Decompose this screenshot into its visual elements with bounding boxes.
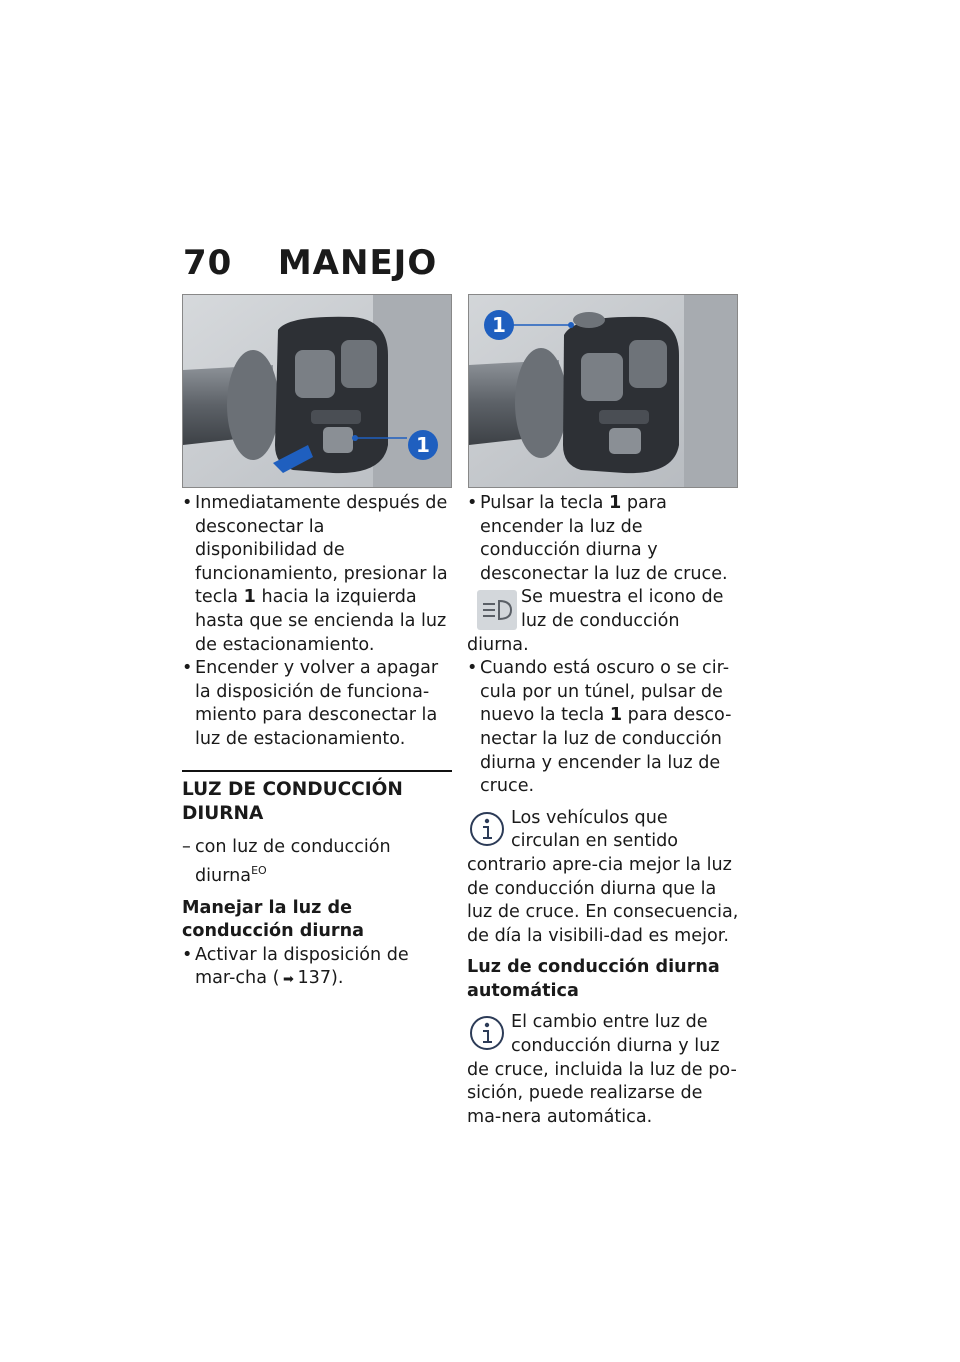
section-divider	[182, 770, 452, 772]
section-title: LUZ DE CONDUCCIÓN DIURNA	[182, 778, 403, 824]
arrow-reference-icon: ➡	[283, 972, 294, 988]
info-icon	[467, 809, 507, 853]
callout-1-right: 1	[492, 313, 506, 337]
list-item: • Inmediatamente después de desconectar la disponibilidad de funcionamiento, presionar la tecla 1 hacia la izquierda hasta que se encienda la luz de estacionamiento.	[182, 492, 452, 657]
info-icon	[467, 1013, 507, 1057]
page-header	[183, 243, 437, 283]
indicator-note: Se muestra el icono de luz de conducción diurna.	[467, 587, 724, 655]
list-item: • Encender y volver a apagar la disposición de funciona-miento para desconectar la luz de estacionamiento.	[182, 657, 452, 751]
right-column	[467, 492, 739, 1129]
subheading: Manejar la luz de conducción diurna	[182, 897, 365, 942]
page-reference-link[interactable]: 137	[297, 968, 332, 989]
handlebar-photo-left	[182, 294, 452, 488]
info-note: Los vehículos que circulan en sentido contrario apre-cia mejor la luz de conducción diurna que la luz de cruce. En consecuencia, de día la visibili-dad es mejor.	[467, 807, 739, 946]
page-title: MANEJO	[277, 243, 438, 283]
list-item: • Activar la disposición de mar-cha ( ➡ 137).	[182, 944, 452, 992]
subheading: Luz de conducción diurna automática	[467, 957, 720, 1001]
page-number: 70	[183, 243, 233, 283]
list-item: • Pulsar la tecla 1 para encender la luz de conducción diurna y desconectar la luz de cruce.	[467, 492, 739, 586]
callout-1-left: 1	[416, 433, 430, 457]
handlebar-photo-right	[468, 294, 738, 488]
equipment-note: – con luz de conducción diurna$^{EO}$	[182, 836, 452, 889]
daytime-light-icon	[477, 590, 517, 630]
list-item: • Cuando está oscuro o se cir-cula por un túnel, pulsar de nuevo la tecla 1 para desco-nectar la luz de conducción diurna y encender la luz de cruce.	[467, 657, 739, 799]
info-note: El cambio entre luz de conducción diurna y luz de cruce, incluida la luz de po-sición, puede realizarse de ma-nera automática.	[467, 1012, 737, 1127]
left-column	[182, 492, 452, 992]
